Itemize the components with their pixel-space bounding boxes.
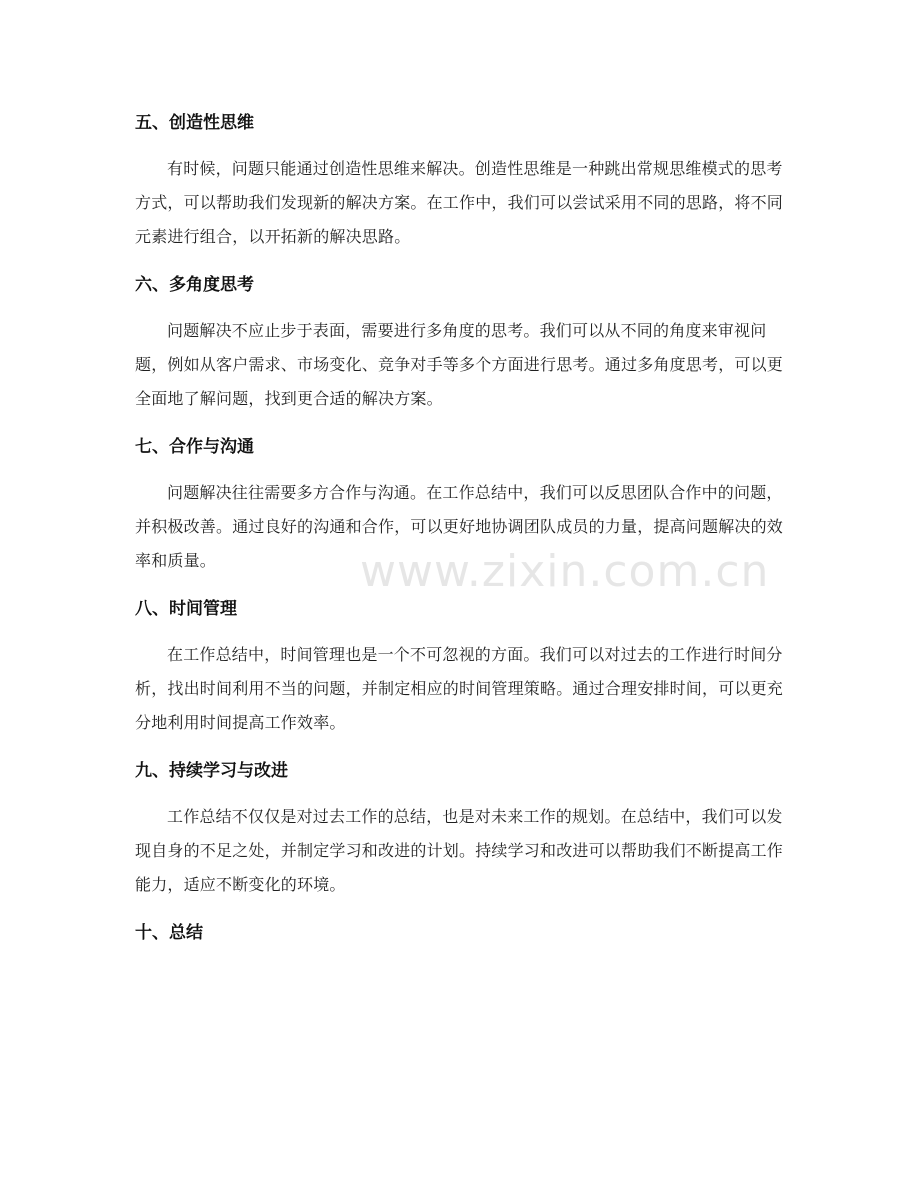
section-multi-angle-thinking — [135, 268, 785, 416]
section-cooperation-communication — [135, 430, 785, 578]
section-heading: 八、时间管理 — [135, 599, 237, 619]
section-paragraph: 问题解决往往需要多方合作与沟通。在工作总结中，我们可以反思团队合作中的问题，并积极改善。通过良好的沟通和合作，可以更好地协调团队成员的力量，提高问题解决的效率和质量。 — [135, 483, 784, 570]
section-paragraph: 在工作总结中，时间管理也是一个不可忽视的方面。我们可以对过去的工作进行时间分析，找出时间利用不当的问题，并制定相应的时间管理策略。通过合理安排时间，可以更充分地利用时间提高工作效率。 — [135, 645, 784, 732]
watermark: www.zixin.com.cn — [360, 546, 770, 597]
section-heading: 九、持续学习与改进 — [135, 761, 288, 781]
section-heading: 七、合作与沟通 — [135, 437, 254, 457]
section-paragraph: 有时候，问题只能通过创造性思维来解决。创造性思维是一种跳出常规思维模式的思考方式，可以帮助我们发现新的解决方案。在工作中，我们可以尝试采用不同的思路，将不同元素进行组合，以开拓新的解决思路。 — [135, 159, 784, 246]
section-continuous-learning — [135, 754, 785, 902]
section-heading: 六、多角度思考 — [135, 275, 254, 295]
section-summary — [135, 916, 785, 950]
document-body — [135, 106, 785, 962]
section-paragraph: 工作总结不仅仅是对过去工作的总结，也是对未来工作的规划。在总结中，我们可以发现自身的不足之处，并制定学习和改进的计划。持续学习和改进可以帮助我们不断提高工作能力，适应不断变化的环境。 — [135, 807, 784, 894]
section-heading: 五、创造性思维 — [135, 113, 254, 133]
section-creative-thinking — [135, 106, 785, 254]
section-time-management — [135, 592, 785, 740]
section-heading: 十、总结 — [135, 923, 203, 943]
section-paragraph: 问题解决不应止步于表面，需要进行多角度的思考。我们可以从不同的角度来审视问题，例如从客户需求、市场变化、竞争对手等多个方面进行思考。通过多角度思考，可以更全面地了解问题，找到更合适的解决方案。 — [135, 321, 784, 408]
